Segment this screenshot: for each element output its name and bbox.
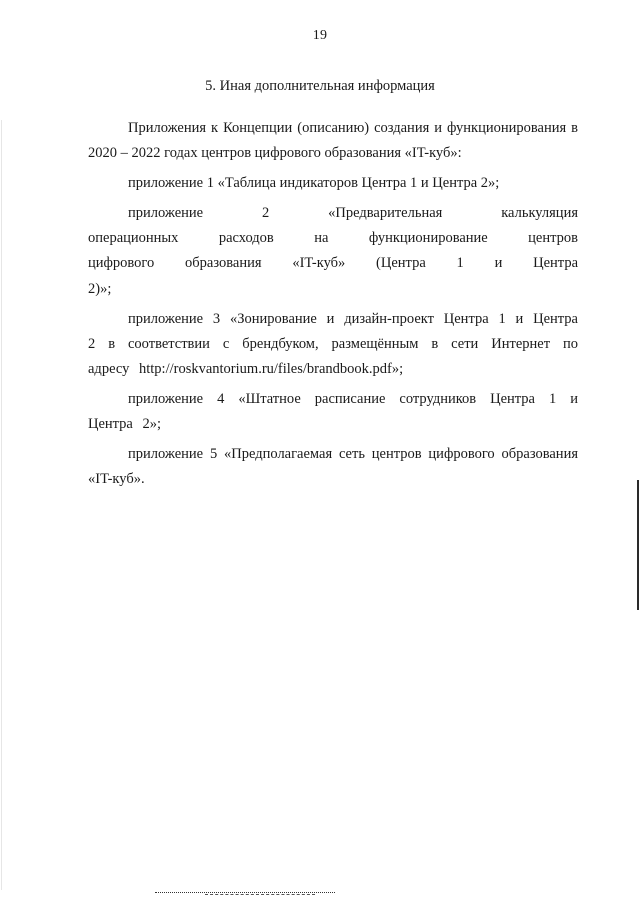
appendix-item-2: приложение 2 «Предварительная калькуляция операционных расходов на функционирование центров цифрового образования «IT-куб» (Центра 1 и Центра 2)»; <box>88 204 578 297</box>
intro-paragraph: Приложения к Концепции (описанию) создания и функционирования в 2020 – 2022 годах центров цифрового образования «IT-куб»: <box>88 120 578 162</box>
page-number: 19 <box>312 28 328 43</box>
appendix-item-3: приложение 3 «Зонирование и дизайн-проект Центра 1 и Центра 2 в соответствии с брендбуком, размещённым в сети Интернет по адресу http://roskvantorium.ru/files/brandbook.pdf»; <box>88 310 578 378</box>
scan-left-edge <box>1 120 2 890</box>
document-body <box>88 116 578 497</box>
section-heading: 5. Иная дополнительная информация <box>205 78 435 94</box>
scan-artifact-line <box>155 892 335 893</box>
appendix-item-4: приложение 4 «Штатное расписание сотрудников Центра 1 и Центра 2»; <box>88 390 578 433</box>
scan-right-edge <box>637 480 639 610</box>
scan-artifact-line-2 <box>205 894 315 895</box>
appendix-item-1: приложение 1 «Таблица индикаторов Центра 1 и Центра 2»; <box>128 175 500 192</box>
appendix-item-5: приложение 5 «Предполагаемая сеть центров цифрового образования «IT-куб». <box>88 446 578 488</box>
